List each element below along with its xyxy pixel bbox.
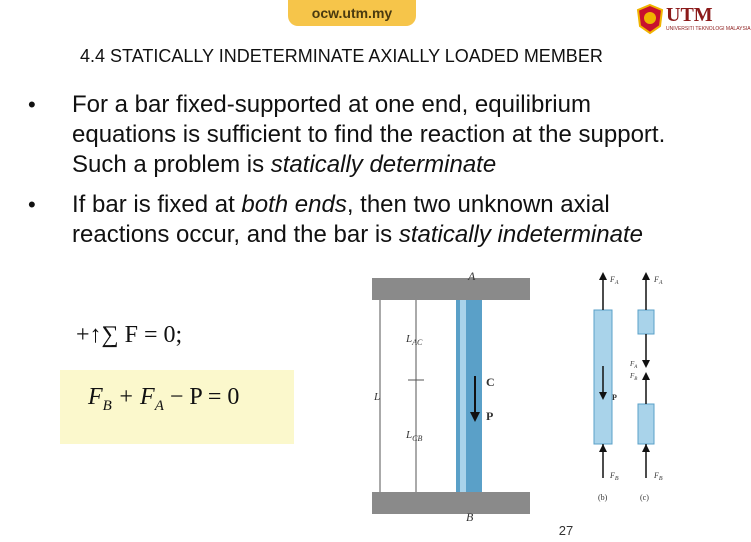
label-b: B: [466, 510, 474, 524]
label-l: L: [374, 391, 381, 403]
bar-highlight: [460, 300, 466, 492]
fbd-segment-top: [638, 310, 654, 334]
eq-fa-sub: A: [154, 397, 164, 414]
label-lac: $L_{AC}$: [406, 333, 423, 347]
label-a: A: [468, 269, 476, 283]
eq-fb: F: [88, 384, 103, 410]
bullet-icon: •: [28, 92, 36, 117]
bullet-italic: statically determinate: [270, 151, 497, 178]
bullet-icon: •: [28, 192, 36, 217]
fbd-c-label-fb: $F_B$: [654, 471, 663, 482]
crest-icon: [636, 4, 664, 34]
site-label: ocw.utm.my: [311, 5, 393, 21]
equilibrium-equation: +↑∑ F = 0;: [76, 322, 183, 348]
bar-figure-a: [368, 266, 534, 526]
arrow-up-icon: [599, 272, 607, 280]
bullet-text-tail: , then two unknown axial reactions occur, and the bar is: [72, 191, 610, 248]
eq-rest: − P = 0: [163, 384, 240, 410]
arrow-up-icon: [642, 372, 650, 380]
force-equation: $F_B + F_A - P = 0$: [88, 384, 240, 414]
bar: [456, 300, 482, 492]
fbd-label-fa: $F_A$: [610, 275, 619, 286]
bullet-italic-2: statically indeterminate: [398, 221, 643, 248]
arrow-down-icon: [642, 360, 650, 368]
bullet-text: For a bar fixed-supported at one end, equilibrium equations is sufficient to find the reaction at the support. Such a problem is: [72, 91, 666, 178]
utm-logo: [636, 2, 751, 36]
bullet-item: [24, 90, 684, 180]
bullet-list: [24, 90, 684, 260]
page-number: 27: [536, 520, 596, 540]
fbd-c-label-fa-2: $F_A$: [630, 360, 638, 370]
fbd-label-p: P: [612, 393, 617, 402]
site-tab: [288, 0, 416, 26]
logo-text: UTM: [666, 4, 713, 26]
fbd-c-label-fa: $F_A$: [654, 275, 663, 286]
bullet-item: [24, 190, 684, 250]
bullet-text: If bar is fixed at: [72, 191, 242, 218]
eq-fb-sub: B: [102, 397, 112, 414]
bullet-italic: both ends: [241, 191, 347, 218]
logo-subtitle: UNIVERSITI TEKNOLOGI MALAYSIA: [666, 26, 751, 32]
bottom-support: [372, 492, 530, 514]
arrow-up-icon: [642, 444, 650, 452]
arrow-up-icon: [599, 444, 607, 452]
fbd-segment-bottom: [638, 404, 654, 444]
arrow-up-icon: [642, 272, 650, 280]
top-support: [372, 278, 530, 300]
eq-fa: F: [140, 384, 155, 410]
caption-b: (b): [598, 493, 608, 502]
label-c: C: [486, 375, 495, 389]
fbd-c-label-fb-2: $F_B$: [630, 372, 638, 382]
label-p: P: [486, 409, 494, 423]
page-title: 4.4 STATICALLY INDETERMINATE AXIALLY LOADED MEMBER: [80, 46, 603, 66]
free-body-figure: [566, 266, 690, 506]
fbd-label-fb: $F_B$: [610, 471, 619, 482]
caption-c: (c): [640, 493, 649, 502]
label-lcb: $L_{CB}$: [406, 429, 423, 443]
